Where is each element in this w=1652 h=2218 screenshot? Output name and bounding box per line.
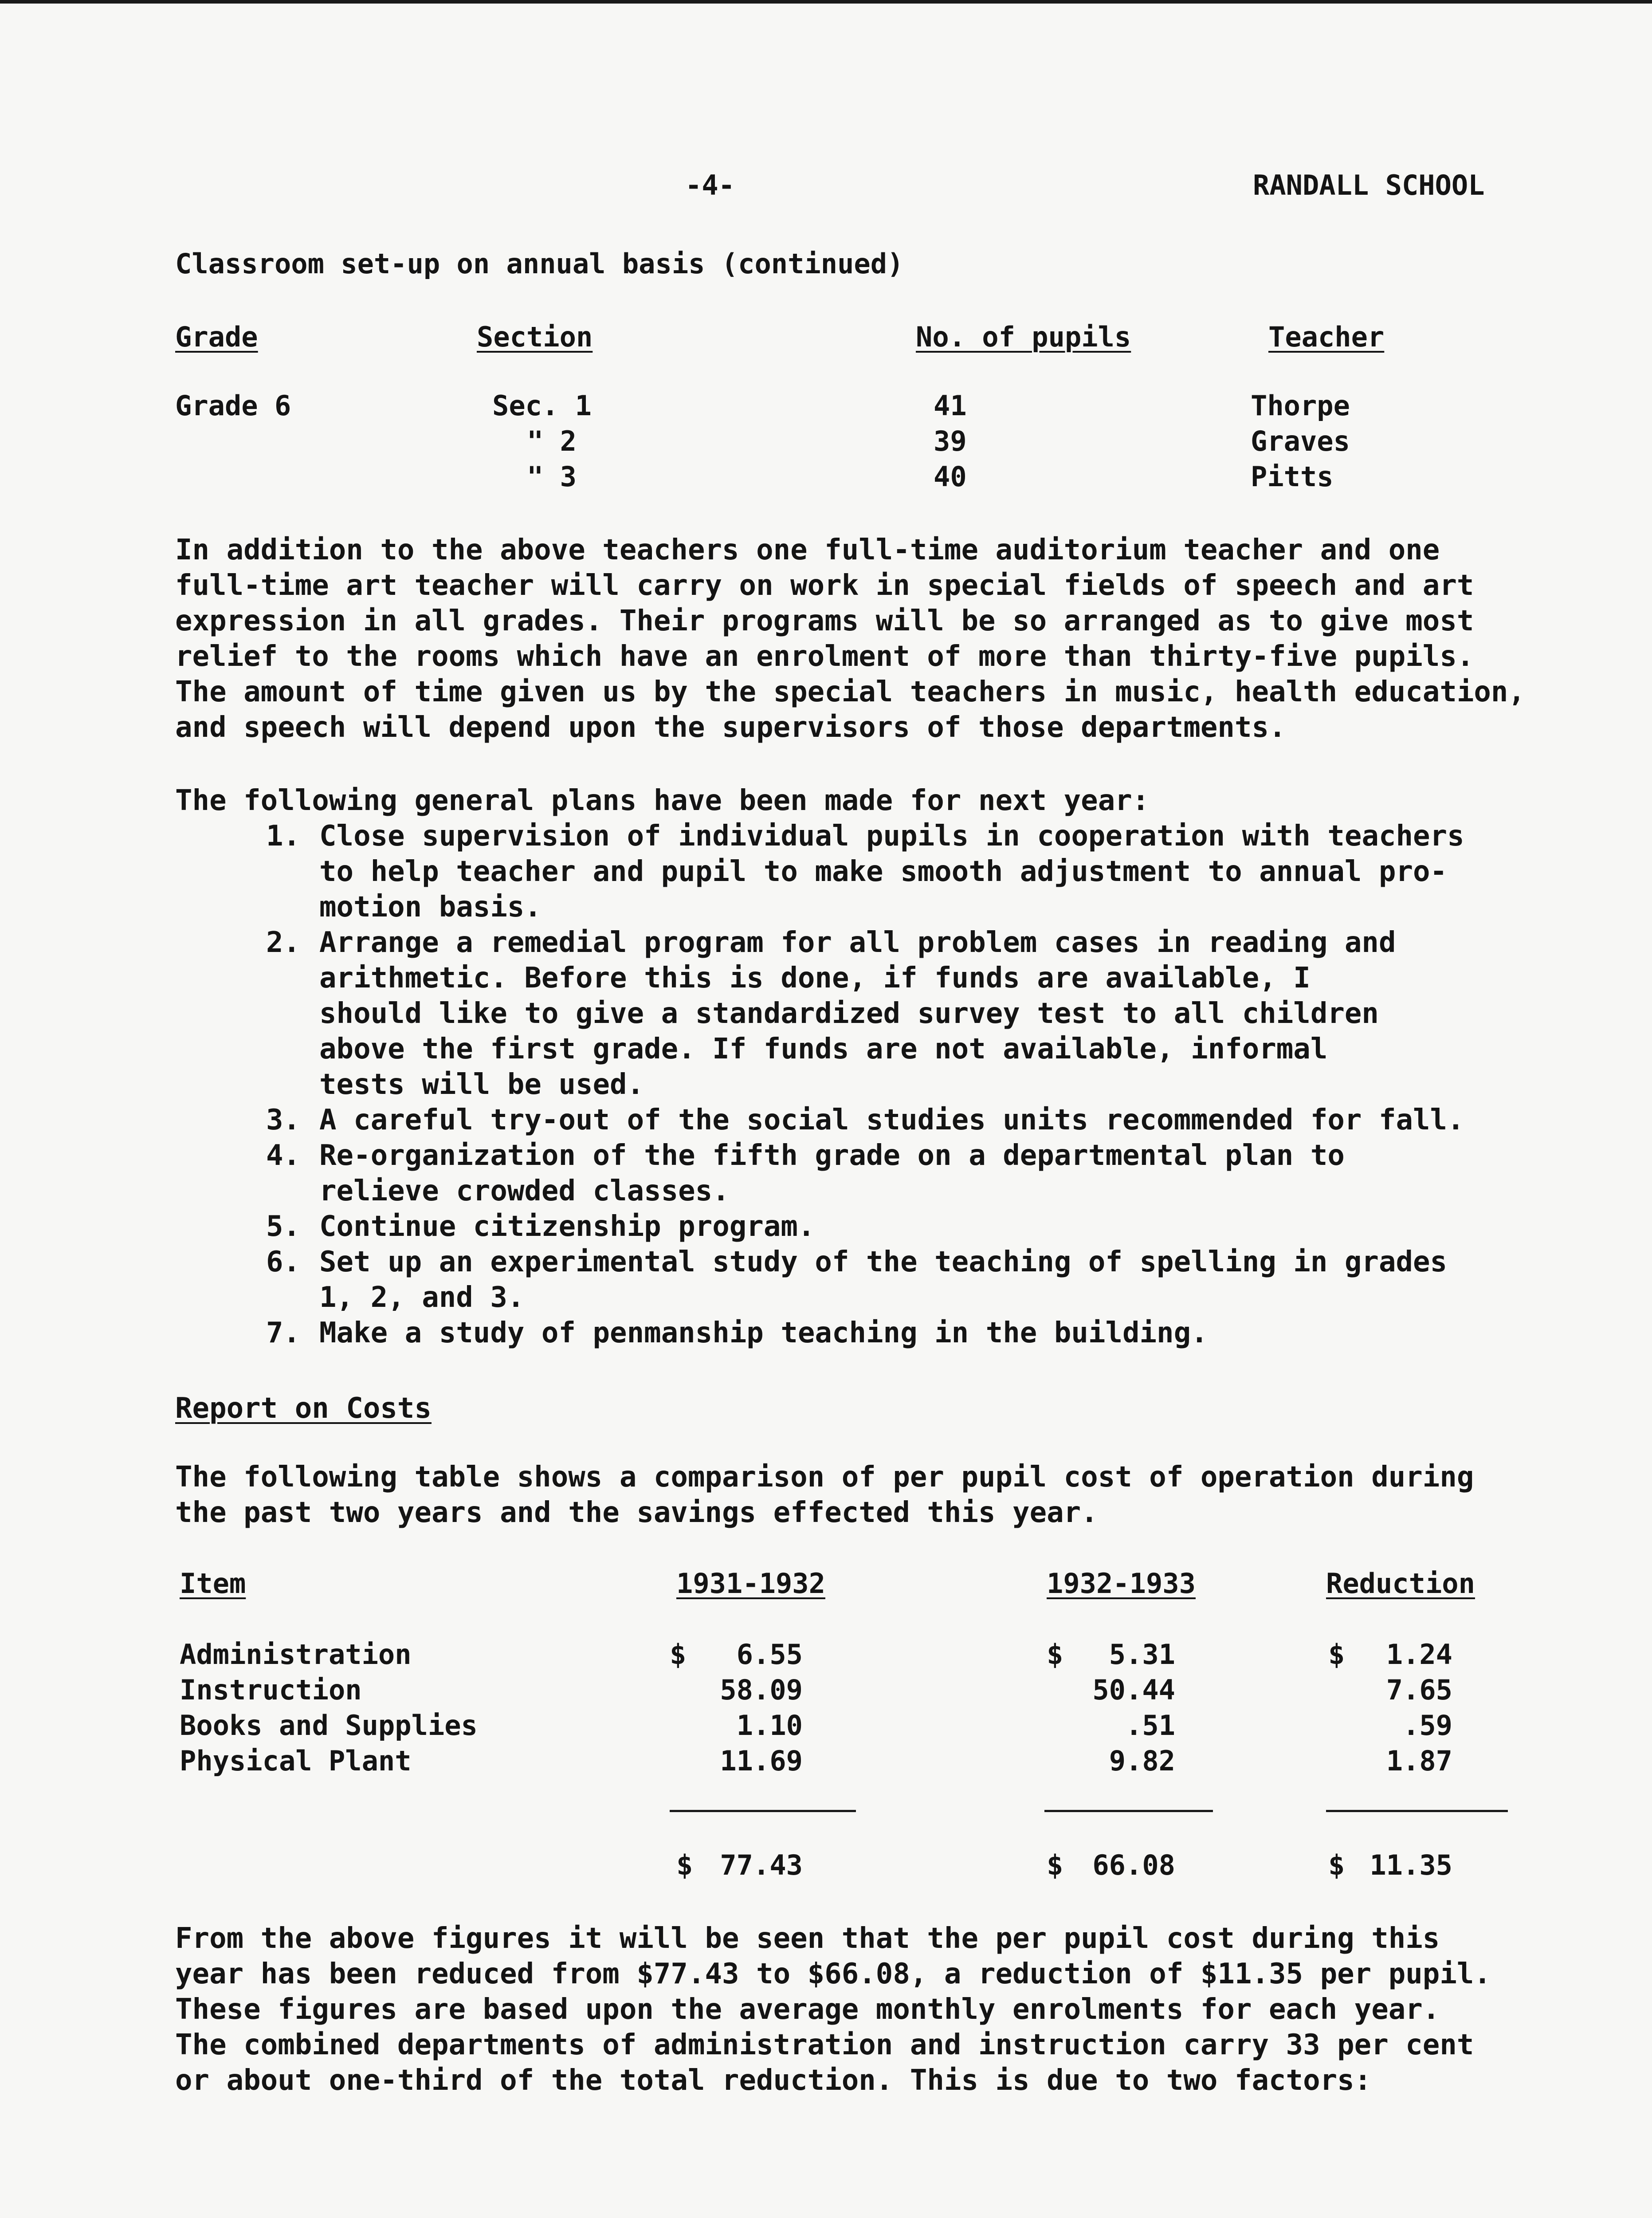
- col-item-header: Item: [180, 1567, 246, 1600]
- total-rule: [1044, 1810, 1213, 1812]
- col-1931-header: 1931-1932: [676, 1567, 825, 1600]
- plans-intro: The following general plans have been made for next year:: [175, 784, 1150, 817]
- pupils-cell: 41: [934, 389, 967, 422]
- item-cell: Administration: [180, 1638, 412, 1671]
- section-cell: " 3: [527, 460, 577, 493]
- currency-symbol: $: [670, 1638, 687, 1671]
- list-item: [266, 818, 1574, 925]
- list-item: [266, 1244, 1574, 1315]
- cost-1931-cell: 1.10: [736, 1709, 803, 1742]
- list-item: [266, 1102, 1574, 1138]
- list-text: Set up an experimental study of the teaching of spelling in grades 1, 2, and 3.: [319, 1246, 1448, 1314]
- list-text: A careful try-out of the social studies units recommended for fall.: [319, 1104, 1464, 1137]
- list-number: 7.: [266, 1317, 301, 1349]
- list-number: 1.: [266, 820, 301, 853]
- list-text: Continue citizenship program.: [319, 1210, 815, 1243]
- item-cell: Physical Plant: [180, 1745, 412, 1777]
- total-reduction: 11.35: [1369, 1849, 1452, 1881]
- grade-cell: Grade 6: [175, 389, 291, 422]
- reduction-cell: 1.24: [1386, 1638, 1452, 1671]
- currency-symbol: $: [676, 1849, 693, 1881]
- section-cell: " 2: [527, 425, 577, 457]
- list-item: [266, 1209, 1574, 1244]
- currency-symbol: $: [1328, 1849, 1345, 1881]
- classroom-title: Classroom set-up on annual basis (continued): [175, 248, 904, 280]
- costs-conclusion: From the above figures it will be seen that the per pupil cost during this year has been reduced from $77.43 to $66.08, a reduction of $11.35 per pupil. These figures are based upon the average monthly enrolments for each year. The combined departments of administration and instruction carry 33 per cent or about one-third of the total reduction. This is due to two factors:: [175, 1922, 1491, 2097]
- item-cell: Instruction: [180, 1674, 362, 1706]
- total-rule: [1326, 1810, 1508, 1812]
- costs-intro: The following table shows a comparison of per pupil cost of operation during the past two years and the savings effected this year.: [175, 1461, 1474, 1529]
- teacher-cell: Thorpe: [1251, 389, 1350, 422]
- cost-1932-cell: 9.82: [1109, 1745, 1175, 1777]
- plans-list: [266, 818, 1574, 1351]
- col-reduction-header: Reduction: [1326, 1567, 1475, 1600]
- currency-symbol: $: [1047, 1849, 1063, 1881]
- list-number: 5.: [266, 1210, 301, 1243]
- col-1932-header: 1932-1933: [1047, 1567, 1196, 1600]
- col-pupils-header: No. of pupils: [916, 321, 1131, 353]
- total-1931: 77.43: [720, 1849, 803, 1881]
- list-item: [266, 925, 1574, 1102]
- reduction-cell: 7.65: [1386, 1674, 1452, 1706]
- list-number: 3.: [266, 1104, 301, 1137]
- page-number: -4-: [685, 169, 735, 201]
- list-text: Close supervision of individual pupils in cooperation with teachers to help teacher and pupil to make smooth adjustment to annual pro- motion basis.: [319, 820, 1464, 924]
- list-text: Re-organization of the fifth grade on a departmental plan to relieve crowded classes.: [319, 1139, 1345, 1207]
- list-number: 2.: [266, 926, 301, 959]
- list-number: 4.: [266, 1139, 301, 1172]
- reduction-cell: .59: [1403, 1709, 1452, 1742]
- list-text: Make a study of penmanship teaching in the building.: [319, 1317, 1208, 1349]
- list-number: 6.: [266, 1246, 301, 1278]
- currency-symbol: $: [1328, 1638, 1345, 1671]
- reduction-cell: 1.87: [1386, 1745, 1452, 1777]
- cost-1932-cell: 50.44: [1092, 1674, 1175, 1706]
- section-cell: Sec. 1: [492, 389, 592, 422]
- costs-heading: Report on Costs: [175, 1392, 432, 1425]
- top-edge-rule: [0, 0, 1652, 4]
- list-item: [266, 1138, 1574, 1209]
- currency-symbol: $: [1047, 1638, 1063, 1671]
- list-text: Arrange a remedial program for all problem cases in reading and arithmetic. Before this is done, if funds are available, I should like to give a standardized survey test to all children above the first grade. If funds are not available, informal tests will be used.: [319, 926, 1396, 1101]
- item-cell: Books and Supplies: [180, 1709, 478, 1742]
- teacher-cell: Pitts: [1251, 460, 1334, 493]
- list-item: [266, 1315, 1574, 1351]
- cost-1931-cell: 11.69: [720, 1745, 803, 1777]
- col-grade-header: Grade: [175, 321, 258, 353]
- special-teachers-paragraph: In addition to the above teachers one full-time auditorium teacher and one full-time art teacher will carry on work in special fields of speech and art expression in all grades. Their programs will be so arranged as to give most relief to the rooms which have an enrolment of more than thirty-five pupils. The amount of time given us by the special teachers in music, health education, and speech will depend upon the supervisors of those departments.: [175, 534, 1525, 744]
- total-1932: 66.08: [1092, 1849, 1175, 1881]
- cost-1931-cell: 6.55: [736, 1638, 803, 1671]
- pupils-cell: 40: [934, 460, 967, 493]
- cost-1932-cell: .51: [1126, 1709, 1175, 1742]
- col-section-header: Section: [477, 321, 593, 353]
- school-name: RANDALL SCHOOL: [1253, 169, 1485, 201]
- teacher-cell: Graves: [1251, 425, 1350, 457]
- col-teacher-header: Teacher: [1268, 321, 1385, 353]
- cost-1932-cell: 5.31: [1109, 1638, 1175, 1671]
- total-rule: [670, 1810, 856, 1812]
- cost-1931-cell: 58.09: [720, 1674, 803, 1706]
- pupils-cell: 39: [934, 425, 967, 457]
